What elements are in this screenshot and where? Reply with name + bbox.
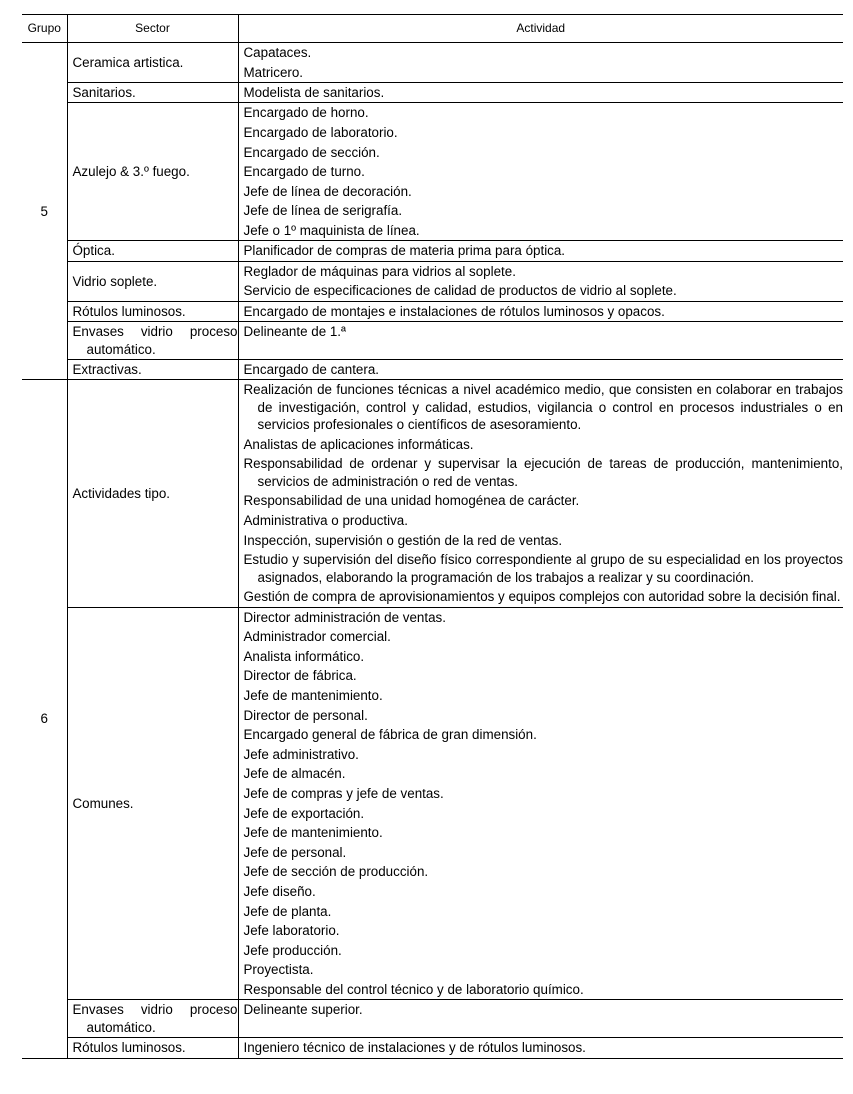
actividad-item: Responsable del control técnico y de laboratorio químico. — [243, 981, 584, 997]
actividad-item: Encargado general de fábrica de gran dimensión. — [243, 727, 537, 743]
actividad-item: Jefe de línea de decoración. — [243, 183, 412, 199]
table-row — [22, 83, 843, 103]
actividad-item: Analista informático. — [243, 648, 365, 664]
actividad-item: Inspección, supervisión o gestión de la red de ventas. — [243, 532, 563, 548]
actividad-item: Jefe de exportación. — [243, 805, 365, 821]
actividad-item: Jefe de línea de serigrafía. — [243, 203, 403, 219]
table-row — [22, 261, 843, 301]
sector-label: Vidrio soplete. — [72, 273, 158, 289]
header-sector: Sector — [67, 15, 238, 43]
grupo-cell: 5 — [40, 203, 48, 219]
actividad-cell — [238, 360, 843, 380]
sector-cell — [67, 261, 238, 301]
sector-cell — [67, 1038, 238, 1058]
sector-label: Comunes. — [72, 795, 134, 811]
actividad-item: Analistas de aplicaciones informáticas. — [243, 436, 474, 452]
actividades-table — [22, 14, 843, 1059]
actividad-item: Proyectista. — [243, 962, 314, 978]
actividad-item: Encargado de cantera. — [243, 362, 379, 377]
group-6-body — [22, 380, 843, 1058]
table-row — [22, 43, 843, 83]
actividad-item: Delineante superior. — [243, 1002, 363, 1018]
actividad-item: Encargado de laboratorio. — [243, 125, 398, 140]
table-row — [22, 103, 843, 241]
actividad-item: Encargado de turno. — [243, 164, 365, 180]
sector-label: Óptica. — [72, 243, 115, 259]
actividad-cell — [238, 261, 843, 301]
actividad-cell — [238, 607, 843, 1000]
sector-label: Rótulos luminosos. — [72, 1040, 186, 1056]
actividad-cell — [238, 380, 843, 607]
actividad-item: Jefe de almacén. — [243, 766, 346, 782]
sector-cell — [67, 103, 238, 241]
sector-cell — [67, 301, 238, 321]
sector-cell — [67, 43, 238, 83]
table-row — [22, 301, 843, 321]
actividad-item: Jefe de planta. — [243, 903, 332, 919]
header-actividad: Actividad — [238, 15, 843, 43]
sector-cell — [67, 380, 238, 607]
actividad-item: Director de fábrica. — [243, 668, 357, 684]
sector-cell — [67, 241, 238, 261]
table-row — [22, 1038, 843, 1058]
actividad-item: Gestión de compra de aprovisionamientos y equipos complejos con autoridad sobre la decisión final. — [243, 589, 841, 605]
actividad-cell — [238, 301, 843, 321]
actividad-cell — [238, 1038, 843, 1058]
actividad-item: Responsabilidad de una unidad homogénea de carácter. — [243, 493, 580, 509]
sector-label: Envases vidrio proceso automático. — [72, 324, 238, 357]
actividad-item: Director administración de ventas. — [243, 609, 446, 625]
table-row — [22, 380, 843, 607]
actividad-item: Jefe de compras y jefe de ventas. — [243, 785, 444, 801]
actividad-item: Modelista de sanitarios. — [243, 85, 385, 100]
actividad-item: Administrativa o productiva. — [243, 513, 408, 528]
actividad-item: Encargado de montajes e instalaciones de rótulos luminosos y opacos. — [243, 303, 665, 319]
actividad-item: Jefe o 1º maquinista de línea. — [243, 222, 420, 238]
sector-cell — [67, 322, 238, 360]
actividad-item: Jefe diseño. — [243, 883, 316, 899]
actividad-item: Jefe de mantenimiento. — [243, 687, 383, 703]
actividad-item: Encargado de sección. — [243, 144, 380, 160]
header-grupo: Grupo — [27, 20, 61, 35]
actividad-item: Encargado de horno. — [243, 105, 369, 121]
actividad-item: Capataces. — [243, 45, 312, 60]
actividad-item: Realización de funciones técnicas a nivel académico medio, que consisten en colaborar en trabajos de investigación, control y calidad, estudios, vigilancia o control en procesos industriales o en servicios profesionales o científicos de asesoramiento. — [243, 382, 843, 433]
table-header — [22, 15, 843, 43]
sector-cell — [67, 1000, 238, 1038]
table-row — [22, 241, 843, 261]
actividad-cell — [238, 83, 843, 103]
actividad-item: Servicio de especificaciones de calidad de productos de vidrio al soplete. — [243, 283, 677, 299]
actividad-item: Planificador de compras de materia prima para óptica. — [243, 243, 566, 259]
sector-cell — [67, 360, 238, 380]
sector-label: Sanitarios. — [72, 85, 136, 100]
actividad-item: Jefe laboratorio. — [243, 923, 340, 939]
table-row — [22, 1000, 843, 1038]
sector-label: Ceramica artistica. — [72, 54, 184, 70]
actividad-item: Ingeniero técnico de instalaciones y de rótulos luminosos. — [243, 1040, 586, 1056]
actividad-item: Matricero. — [243, 64, 304, 80]
actividad-cell — [238, 103, 843, 241]
actividad-cell — [238, 241, 843, 261]
table-row — [22, 360, 843, 380]
sector-cell — [67, 607, 238, 1000]
sector-label: Envases vidrio proceso automático. — [72, 1002, 238, 1035]
actividad-item: Jefe de sección de producción. — [243, 864, 429, 880]
table-row — [22, 607, 843, 1000]
actividad-cell — [238, 1000, 843, 1038]
sector-cell — [67, 83, 238, 103]
actividad-item: Jefe administrativo. — [243, 746, 359, 762]
sector-label: Extractivas. — [72, 362, 142, 377]
actividad-item: Jefe producción. — [243, 942, 342, 958]
actividad-item: Jefe de personal. — [243, 844, 347, 860]
actividad-cell — [238, 43, 843, 83]
sector-label: Azulejo & 3.º fuego. — [72, 164, 190, 180]
sector-label: Actividades tipo. — [72, 485, 171, 501]
actividad-item: Administrador comercial. — [243, 629, 391, 645]
actividad-item: Reglador de máquinas para vidrios al soplete. — [243, 263, 516, 279]
actividad-item: Responsabilidad de ordenar y supervisar la ejecución de tareas de producción, mantenimiento, servicios de administración o red de ventas. — [243, 456, 843, 489]
actividad-item: Estudio y supervisión del diseño físico correspondiente al grupo de su especialidad en los proyectos asignados, elaborando la programación de los trabajos a realizar y su coordinación. — [243, 552, 843, 585]
actividad-item: Jefe de mantenimiento. — [243, 825, 383, 841]
group-5-body — [22, 43, 843, 380]
actividad-item: Delineante de 1.ª — [243, 324, 346, 340]
table-row — [22, 322, 843, 360]
sector-label: Rótulos luminosos. — [72, 303, 186, 319]
actividad-item: Director de personal. — [243, 707, 368, 723]
grupo-cell: 6 — [40, 711, 48, 727]
actividad-cell — [238, 322, 843, 360]
